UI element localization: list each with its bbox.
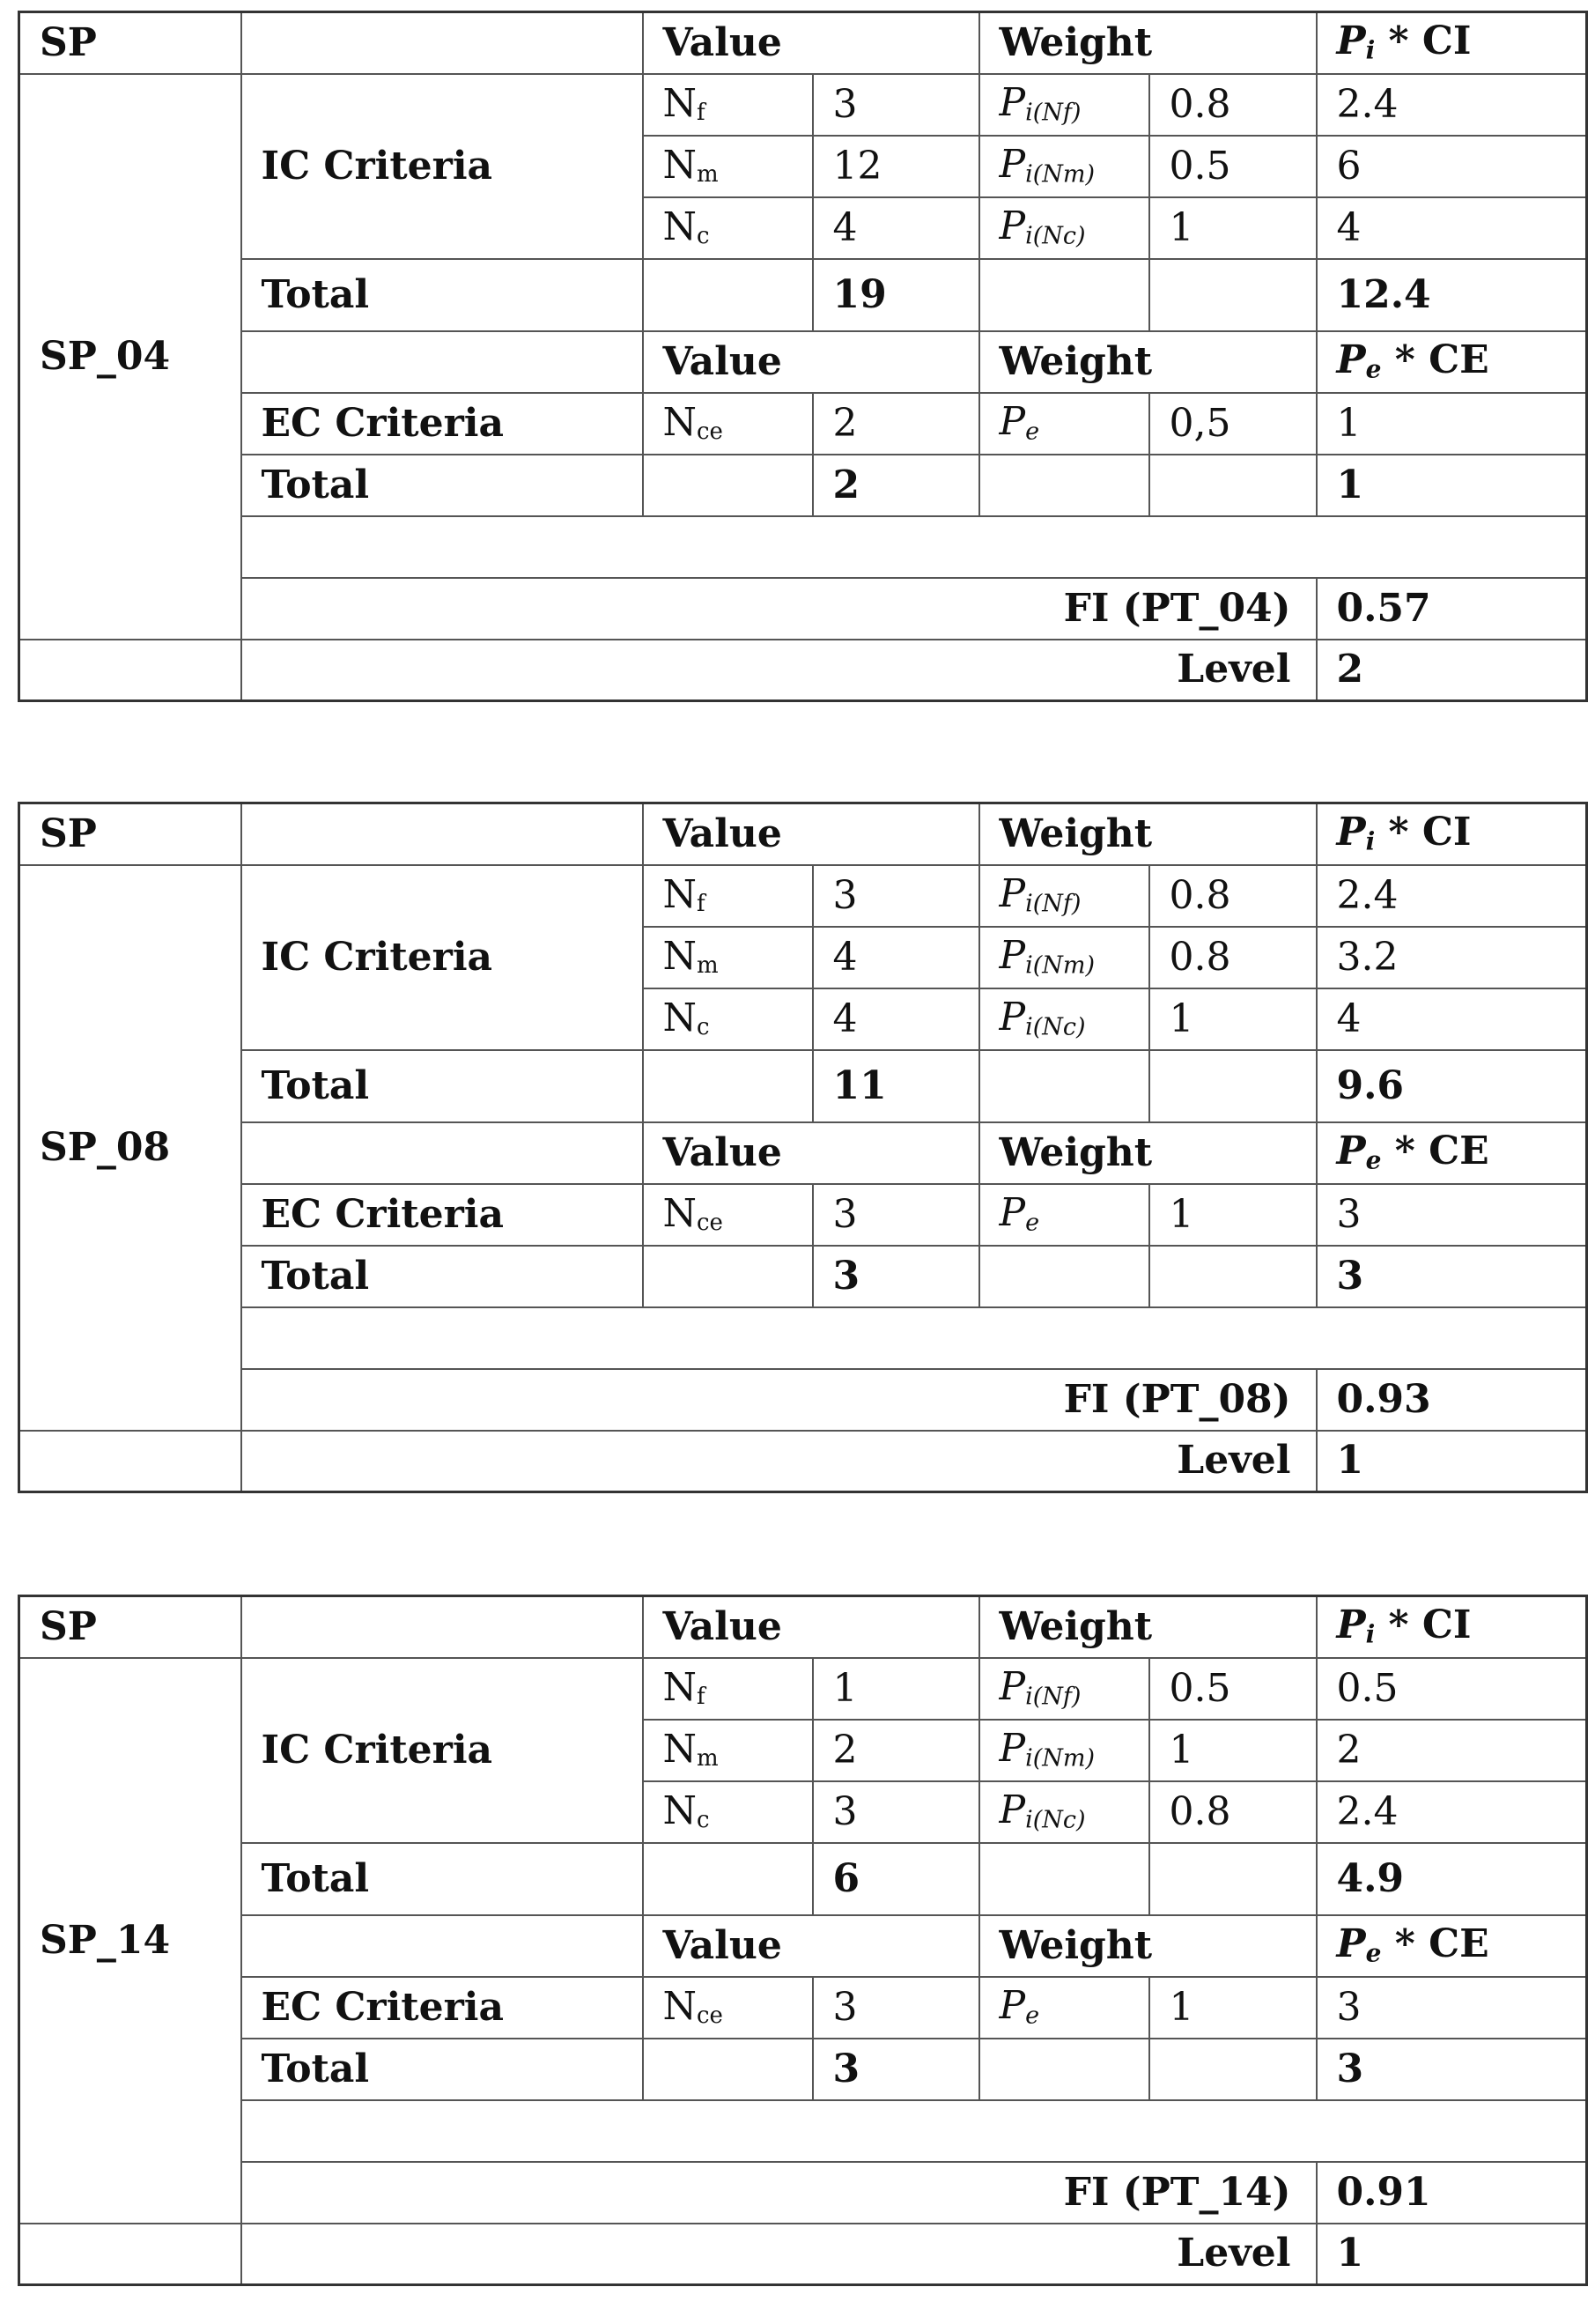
ic-weight-symbol-sub: i(Nm) — [1025, 160, 1096, 189]
table-sp-08 — [18, 802, 1585, 1493]
ec-criteria-label: EC Criteria — [241, 1977, 643, 2039]
ic-value: 3 — [813, 1781, 979, 1843]
ec-symbol-base: N — [662, 1984, 697, 2030]
ic-value: 2 — [813, 1720, 979, 1781]
ec-symbol-base: N — [662, 400, 697, 446]
ic-symbol-base: N — [662, 1788, 697, 1834]
blank-cell — [241, 12, 643, 74]
level-label: Level — [241, 2224, 1317, 2285]
ec-product: 1 — [1317, 393, 1587, 455]
ic-weight-symbol-base: P — [999, 1664, 1026, 1710]
ec-product: 3 — [1317, 1977, 1587, 2039]
sp-id: SP_08 — [19, 865, 241, 1431]
value-header: Value — [643, 12, 979, 74]
ec-weight-symbol-base: P — [999, 1190, 1026, 1236]
blank-cell — [979, 1246, 1149, 1307]
ic-weight: 0.5 — [1149, 136, 1317, 197]
ec-total-product: 3 — [1317, 1246, 1587, 1307]
blank-cell — [979, 259, 1149, 331]
ic-product: 2 — [1317, 1720, 1587, 1781]
ic-row — [19, 74, 1587, 136]
ic-total-row — [19, 1050, 1587, 1122]
ic-symbol-base: N — [662, 1727, 697, 1773]
ic-weight-symbol-base: P — [999, 80, 1026, 126]
ic-weight-symbol-sub: i(Nm) — [1025, 951, 1096, 980]
ec-value-header: Value — [643, 1915, 979, 1977]
ec-product-header-suffix: * CE — [1381, 337, 1489, 383]
ic-weight-symbol-base: P — [999, 995, 1026, 1040]
ec-row — [19, 1184, 1587, 1246]
ic-product-header-suffix: * CI — [1375, 19, 1472, 64]
ec-weight-symbol — [979, 393, 1149, 455]
fi-row — [19, 1369, 1587, 1431]
ec-value-header: Value — [643, 331, 979, 393]
level-label: Level — [241, 1431, 1317, 1492]
blank-cell — [643, 2039, 813, 2100]
ic-product: 2.4 — [1317, 1781, 1587, 1843]
ic-value: 3 — [813, 74, 979, 136]
ic-symbol — [643, 1658, 813, 1720]
ic-product: 3.2 — [1317, 927, 1587, 988]
fi-label: FI (PT_04) — [241, 578, 1317, 640]
ic-symbol — [643, 136, 813, 197]
ec-header-row — [19, 1122, 1587, 1184]
level-row — [19, 2224, 1587, 2285]
ic-product: 6 — [1317, 136, 1587, 197]
ec-weight-symbol — [979, 1977, 1149, 2039]
value-header: Value — [643, 803, 979, 865]
fi-value: 0.57 — [1317, 578, 1587, 640]
ic-total-value: 6 — [813, 1843, 979, 1915]
ec-product-header-sym: P — [1336, 1921, 1366, 1967]
ec-value: 3 — [813, 1977, 979, 2039]
ic-symbol-sub: c — [697, 1806, 710, 1833]
header-row — [19, 12, 1587, 74]
ic-symbol-base: N — [662, 204, 697, 250]
ic-product: 2.4 — [1317, 865, 1587, 927]
ec-total-label: Total — [241, 2039, 643, 2100]
blank-cell — [241, 1915, 643, 1977]
ic-total-product: 12.4 — [1317, 259, 1587, 331]
ec-weight-symbol-base: P — [999, 399, 1026, 445]
ic-value: 4 — [813, 988, 979, 1050]
ic-product-header-sub: i — [1365, 1620, 1376, 1650]
blank-cell — [643, 1843, 813, 1915]
ec-total-value: 2 — [813, 455, 979, 516]
spacer-row — [19, 1307, 1587, 1369]
ec-total-label: Total — [241, 1246, 643, 1307]
blank-cell — [241, 1307, 1587, 1369]
table-sp-04 — [18, 11, 1585, 702]
ec-header-row — [19, 1915, 1587, 1977]
blank-cell — [1149, 455, 1317, 516]
spacer-row — [19, 2100, 1587, 2162]
ic-total-product: 4.9 — [1317, 1843, 1587, 1915]
ec-symbol-base: N — [662, 1191, 697, 1237]
sp-header: SP — [19, 1596, 241, 1658]
ic-row — [19, 865, 1587, 927]
ic-symbol — [643, 74, 813, 136]
fi-row — [19, 578, 1587, 640]
ic-product: 4 — [1317, 197, 1587, 259]
ic-symbol-base: N — [662, 81, 697, 127]
level-value: 2 — [1317, 640, 1587, 701]
blank-cell — [979, 1843, 1149, 1915]
blank-cell — [241, 331, 643, 393]
ic-weight-symbol — [979, 197, 1149, 259]
ec-weight: 0,5 — [1149, 393, 1317, 455]
ic-total-value: 19 — [813, 259, 979, 331]
blank-cell — [241, 2100, 1587, 2162]
ic-product-header-sub: i — [1365, 36, 1376, 66]
ic-weight-symbol — [979, 865, 1149, 927]
ec-product-header — [1317, 1122, 1587, 1184]
ec-product-header-suffix: * CE — [1381, 1129, 1489, 1174]
ic-weight-symbol — [979, 74, 1149, 136]
blank-cell — [19, 2224, 241, 2285]
ec-total-product: 3 — [1317, 2039, 1587, 2100]
level-row — [19, 1431, 1587, 1492]
blank-cell — [1149, 259, 1317, 331]
ec-symbol-sub: ce — [697, 2002, 723, 2029]
level-value: 1 — [1317, 2224, 1587, 2285]
sp-id: SP_04 — [19, 74, 241, 640]
ic-product-header-sub: i — [1365, 827, 1376, 857]
ic-product-header-suffix: * CI — [1375, 1602, 1472, 1648]
ic-symbol-sub: m — [697, 951, 719, 979]
ic-symbol-base: N — [662, 934, 697, 980]
ic-criteria-label: IC Criteria — [241, 1658, 643, 1843]
ec-weight-symbol-sub: e — [1025, 2002, 1040, 2030]
ic-symbol-base: N — [662, 995, 697, 1041]
ic-weight-symbol-sub: i(Nc) — [1025, 222, 1086, 250]
ec-symbol-sub: ce — [697, 418, 723, 445]
fi-value: 0.91 — [1317, 2162, 1587, 2224]
ic-symbol-sub: c — [697, 1013, 710, 1040]
blank-cell — [1149, 2039, 1317, 2100]
ic-weight: 1 — [1149, 988, 1317, 1050]
level-row — [19, 640, 1587, 701]
ic-product: 4 — [1317, 988, 1587, 1050]
blank-cell — [241, 803, 643, 865]
header-row — [19, 1596, 1587, 1658]
ec-weight: 1 — [1149, 1184, 1317, 1246]
fi-label: FI (PT_14) — [241, 2162, 1317, 2224]
ic-weight: 0.8 — [1149, 865, 1317, 927]
ic-weight-symbol — [979, 927, 1149, 988]
blank-cell — [1149, 1050, 1317, 1122]
ic-row — [19, 1658, 1587, 1720]
ic-weight-symbol — [979, 988, 1149, 1050]
ic-product-header — [1317, 1596, 1587, 1658]
criteria-table — [18, 802, 1588, 1493]
value-header: Value — [643, 1596, 979, 1658]
ec-weight-symbol — [979, 1184, 1149, 1246]
ic-weight-symbol-base: P — [999, 1726, 1026, 1772]
blank-cell — [19, 1431, 241, 1492]
blank-cell — [643, 1050, 813, 1122]
blank-cell — [643, 455, 813, 516]
ic-product-header-sym: P — [1336, 810, 1366, 855]
level-value: 1 — [1317, 1431, 1587, 1492]
ic-total-label: Total — [241, 1050, 643, 1122]
ic-symbol — [643, 865, 813, 927]
ec-symbol — [643, 1977, 813, 2039]
ic-value: 4 — [813, 197, 979, 259]
ec-weight: 1 — [1149, 1977, 1317, 2039]
criteria-table — [18, 1595, 1588, 2286]
ic-weight-symbol — [979, 1658, 1149, 1720]
ic-weight-symbol — [979, 1720, 1149, 1781]
ic-value: 1 — [813, 1658, 979, 1720]
ec-product-header-sub: e — [1365, 354, 1382, 384]
blank-cell — [1149, 1843, 1317, 1915]
ic-weight-symbol-sub: i(Nf) — [1025, 1683, 1082, 1711]
ic-weight-symbol-sub: i(Nm) — [1025, 1744, 1096, 1773]
blank-cell — [1149, 1246, 1317, 1307]
ic-total-row — [19, 259, 1587, 331]
ec-product: 3 — [1317, 1184, 1587, 1246]
blank-cell — [979, 1050, 1149, 1122]
ec-weight-symbol-sub: e — [1025, 1209, 1040, 1237]
ec-value-header: Value — [643, 1122, 979, 1184]
ic-weight: 0.8 — [1149, 1781, 1317, 1843]
fi-label: FI (PT_08) — [241, 1369, 1317, 1431]
ec-product-header-sub: e — [1365, 1938, 1382, 1968]
ic-symbol-sub: f — [697, 1683, 705, 1710]
ec-total-label: Total — [241, 455, 643, 516]
ic-weight-symbol-sub: i(Nc) — [1025, 1013, 1086, 1041]
spacer-row — [19, 516, 1587, 578]
ic-symbol — [643, 927, 813, 988]
ec-product-header-sym: P — [1336, 1129, 1366, 1174]
ic-weight-symbol-base: P — [999, 142, 1026, 188]
ic-weight-symbol — [979, 136, 1149, 197]
ec-product-header-suffix: * CE — [1381, 1921, 1489, 1967]
ic-total-label: Total — [241, 259, 643, 331]
blank-cell — [979, 455, 1149, 516]
blank-cell — [643, 1246, 813, 1307]
ic-symbol-sub: c — [697, 222, 710, 249]
table-sp-14 — [18, 1595, 1585, 2286]
ec-weight-symbol-sub: e — [1025, 418, 1040, 446]
ic-weight: 0.8 — [1149, 927, 1317, 988]
ic-criteria-label: IC Criteria — [241, 74, 643, 259]
ic-criteria-label: IC Criteria — [241, 865, 643, 1050]
ec-total-row — [19, 1246, 1587, 1307]
ic-symbol-base: N — [662, 143, 697, 189]
ic-total-product: 9.6 — [1317, 1050, 1587, 1122]
ic-value: 3 — [813, 865, 979, 927]
ec-weight-symbol-base: P — [999, 1983, 1026, 2029]
ic-product: 2.4 — [1317, 74, 1587, 136]
blank-cell — [19, 640, 241, 701]
header-row — [19, 803, 1587, 865]
sp-header: SP — [19, 12, 241, 74]
ic-weight: 1 — [1149, 197, 1317, 259]
ec-total-product: 1 — [1317, 455, 1587, 516]
ic-weight-symbol-base: P — [999, 933, 1026, 979]
ic-symbol-sub: m — [697, 1744, 719, 1772]
blank-cell — [241, 516, 1587, 578]
ec-header-row — [19, 331, 1587, 393]
ic-weight: 0.5 — [1149, 1658, 1317, 1720]
ec-total-value: 3 — [813, 2039, 979, 2100]
fi-row — [19, 2162, 1587, 2224]
blank-cell — [241, 1596, 643, 1658]
ic-symbol-base: N — [662, 872, 697, 918]
ic-total-value: 11 — [813, 1050, 979, 1122]
ic-product-header-suffix: * CI — [1375, 810, 1472, 855]
ic-total-label: Total — [241, 1843, 643, 1915]
ic-weight: 0.8 — [1149, 74, 1317, 136]
ec-criteria-label: EC Criteria — [241, 1184, 643, 1246]
ec-product-header-sym: P — [1336, 337, 1366, 383]
ec-value: 3 — [813, 1184, 979, 1246]
ec-product-header-sub: e — [1365, 1145, 1382, 1175]
ic-weight-symbol-sub: i(Nf) — [1025, 99, 1082, 127]
ec-weight-header: Weight — [979, 331, 1317, 393]
blank-cell — [643, 259, 813, 331]
blank-cell — [241, 1122, 643, 1184]
ic-symbol — [643, 1720, 813, 1781]
ec-total-value: 3 — [813, 1246, 979, 1307]
ec-total-row — [19, 2039, 1587, 2100]
blank-cell — [979, 2039, 1149, 2100]
weight-header: Weight — [979, 12, 1317, 74]
ic-value: 12 — [813, 136, 979, 197]
ic-symbol-sub: m — [697, 160, 719, 188]
ic-symbol-sub: f — [697, 99, 705, 126]
ic-weight: 1 — [1149, 1720, 1317, 1781]
ec-product-header — [1317, 1915, 1587, 1977]
ic-product-header — [1317, 12, 1587, 74]
ec-value: 2 — [813, 393, 979, 455]
ic-weight-symbol-sub: i(Nc) — [1025, 1806, 1086, 1834]
ic-value: 4 — [813, 927, 979, 988]
ic-product-header — [1317, 803, 1587, 865]
ec-row — [19, 1977, 1587, 2039]
level-label: Level — [241, 640, 1317, 701]
ec-weight-header: Weight — [979, 1122, 1317, 1184]
sp-id: SP_14 — [19, 1658, 241, 2224]
sp-header: SP — [19, 803, 241, 865]
ic-symbol — [643, 197, 813, 259]
ec-symbol — [643, 1184, 813, 1246]
ic-product-header-sym: P — [1336, 1602, 1366, 1648]
ic-weight-symbol-sub: i(Nf) — [1025, 890, 1082, 918]
criteria-table — [18, 11, 1588, 702]
ic-symbol-sub: f — [697, 890, 705, 917]
ec-row — [19, 393, 1587, 455]
ic-weight-symbol-base: P — [999, 204, 1026, 249]
weight-header: Weight — [979, 803, 1317, 865]
ic-symbol — [643, 988, 813, 1050]
ic-weight-symbol-base: P — [999, 1787, 1026, 1833]
ic-symbol — [643, 1781, 813, 1843]
ec-symbol — [643, 393, 813, 455]
ic-symbol-base: N — [662, 1665, 697, 1711]
ec-criteria-label: EC Criteria — [241, 393, 643, 455]
ec-total-row — [19, 455, 1587, 516]
ec-product-header — [1317, 331, 1587, 393]
weight-header: Weight — [979, 1596, 1317, 1658]
ic-product-header-sym: P — [1336, 19, 1366, 64]
ic-total-row — [19, 1843, 1587, 1915]
ic-weight-symbol — [979, 1781, 1149, 1843]
ec-weight-header: Weight — [979, 1915, 1317, 1977]
ic-weight-symbol-base: P — [999, 871, 1026, 917]
fi-value: 0.93 — [1317, 1369, 1587, 1431]
ic-product: 0.5 — [1317, 1658, 1587, 1720]
ec-symbol-sub: ce — [697, 1209, 723, 1236]
